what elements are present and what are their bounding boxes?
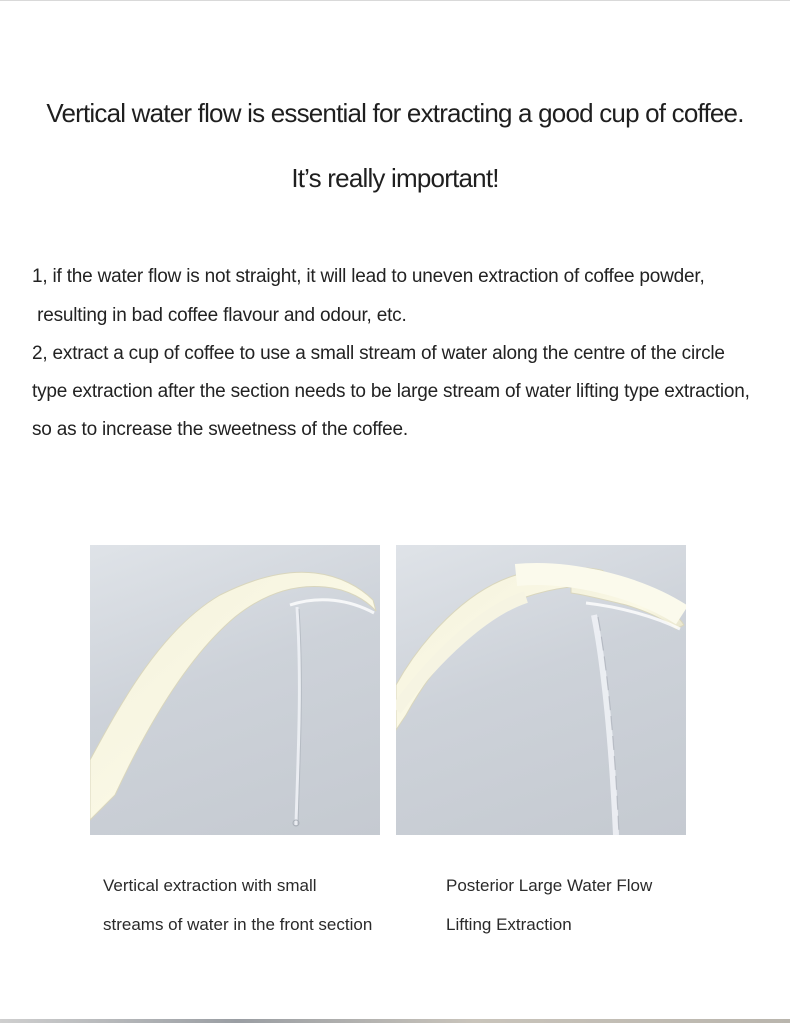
top-divider: [0, 0, 790, 1]
headline-secondary: It’s really important!: [291, 163, 499, 193]
body-line: so as to increase the sweetness of the coffee.: [32, 419, 408, 440]
headline-primary: Vertical water flow is essential for extracting a good cup of coffee.: [46, 98, 744, 128]
body-line: 2, extract a cup of coffee to use a small stream of water along the centre of the circle: [32, 343, 725, 364]
body-line: type extraction after the section needs to be large stream of water lifting type extraction,: [32, 381, 750, 402]
bottom-divider: [0, 1019, 790, 1023]
figure-caption: streams of water in the front section: [103, 915, 373, 934]
kettle-spout-image: [90, 545, 380, 835]
photo-small-stream: [90, 545, 380, 835]
body-line: resulting in bad coffee flavour and odour, etc.: [32, 305, 407, 326]
figure-caption: Vertical extraction with small: [103, 876, 317, 895]
figure-caption: Posterior Large Water Flow: [446, 876, 653, 895]
figure-caption: Lifting Extraction: [446, 915, 572, 934]
kettle-spout-image: [396, 545, 686, 835]
photo-large-stream: [396, 545, 686, 835]
body-line: 1, if the water flow is not straight, it will lead to uneven extraction of coffee powder,: [32, 266, 705, 287]
